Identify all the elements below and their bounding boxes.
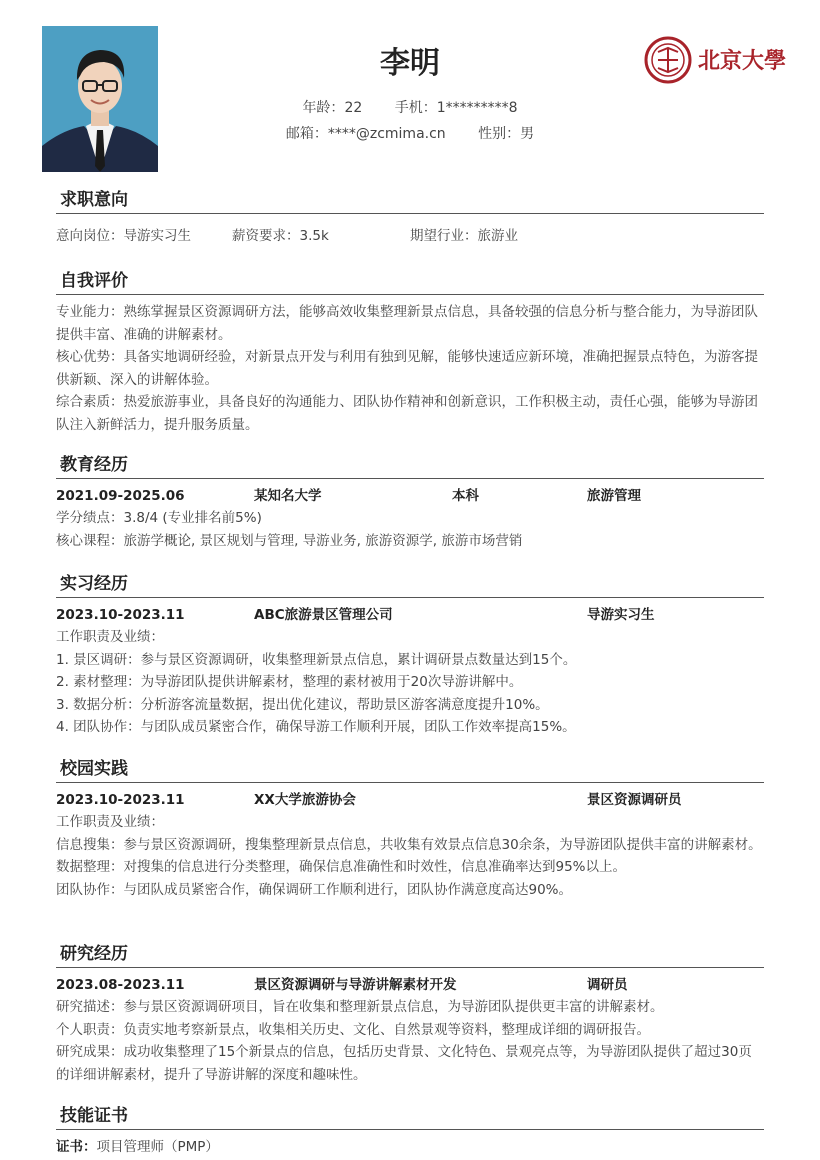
university-logo bbox=[644, 36, 794, 86]
research-body bbox=[56, 968, 764, 1086]
section-self-eval bbox=[56, 268, 764, 436]
section-title-intent: 求职意向 bbox=[56, 187, 764, 214]
campus-line: 信息搜集：参与景区资源调研，搜集整理新景点信息，共收集有效景点信息30余条，为导游团队提供丰富的讲解素材。 bbox=[56, 836, 762, 853]
internship-role: 导游实习生 bbox=[587, 607, 655, 623]
internship-line: 4. 团队协作：与团队成员紧密合作，确保导游工作顺利开展，团队工作效率提高15%。 bbox=[56, 719, 576, 735]
info-line-2 bbox=[0, 123, 820, 143]
education-period: 2021.09-2025.06 bbox=[56, 488, 185, 504]
section-skills bbox=[56, 1103, 764, 1159]
education-degree: 本科 bbox=[452, 488, 479, 504]
intent-position: 意向岗位：导游实习生 bbox=[56, 228, 191, 244]
internship-line: 1. 景区调研：参与景区资源调研，收集整理新景点信息，累计调研景点数量达到15个。 bbox=[56, 651, 577, 668]
intent-salary: 薪资要求：3.5k bbox=[232, 228, 329, 244]
internship-line: 工作职责及业绩： bbox=[56, 629, 164, 645]
age-value: 22 bbox=[344, 100, 363, 116]
campus-period: 2023.10-2023.11 bbox=[56, 792, 185, 808]
cert-value: 项目管理师（PMP） bbox=[96, 1139, 219, 1155]
section-title-internship: 实习经历 bbox=[56, 571, 764, 598]
research-header-row bbox=[56, 974, 764, 996]
internship-line: 2. 素材整理：为导游团队提供讲解素材，整理的素材被用于20次导游讲解中。 bbox=[56, 674, 523, 690]
email-value: ****@zcmima.cn bbox=[327, 126, 446, 142]
research-project: 景区资源调研与导游讲解素材开发 bbox=[254, 977, 457, 993]
campus-header-row bbox=[56, 789, 764, 811]
gender-label: 性别： bbox=[478, 126, 521, 142]
section-education bbox=[56, 452, 764, 552]
research-line: 研究描述：参与景区资源调研项目，旨在收集和整理新景点信息，为导游团队提供更丰富的讲解素材。 bbox=[56, 999, 664, 1015]
info-line-1 bbox=[0, 97, 820, 117]
internship-org: ABC旅游景区管理公司 bbox=[254, 607, 393, 623]
email-label: 邮箱： bbox=[285, 126, 328, 142]
internship-header-row bbox=[56, 604, 764, 626]
campus-line: 数据整理：对搜集的信息进行分类整理，确保信息准确性和时效性，信息准确率达到95%以上。 bbox=[56, 859, 627, 875]
education-line: 学分绩点：3.8/4 (专业排名前5%) bbox=[56, 510, 262, 526]
self-eval-body bbox=[56, 295, 764, 436]
self-eval-line: 综合素质：热爱旅游事业，具备良好的沟通能力、团队协作精神和创新意识，工作积极主动，责任心强，能够为导游团队注入新鲜活力，提升服务质量。 bbox=[56, 394, 758, 433]
campus-line: 工作职责及业绩： bbox=[56, 814, 164, 830]
research-line: 研究成果：成功收集整理了15个新景点的信息，包括历史背景、文化特色、景观亮点等，为导游团队提供了超过30页的详细讲解素材，提升了导游讲解的深度和趣味性。 bbox=[56, 1044, 752, 1083]
education-body bbox=[56, 479, 764, 552]
cert-line bbox=[56, 1136, 764, 1159]
age-label: 年龄： bbox=[302, 100, 345, 116]
skills-body bbox=[56, 1130, 764, 1159]
section-research bbox=[56, 941, 764, 1086]
section-intent bbox=[56, 187, 764, 248]
internship-period: 2023.10-2023.11 bbox=[56, 607, 185, 623]
campus-line: 团队协作：与团队成员紧密合作，确保调研工作顺利进行，团队协作满意度高达90%。 bbox=[56, 881, 573, 898]
section-campus bbox=[56, 756, 764, 901]
phone-label: 手机： bbox=[394, 100, 437, 116]
logo-text: 北京大學 bbox=[698, 48, 787, 74]
intent-industry: 期望行业：旅游业 bbox=[410, 228, 518, 244]
campus-org: XX大学旅游协会 bbox=[254, 792, 356, 808]
gender-value: 男 bbox=[520, 126, 535, 142]
section-internship bbox=[56, 571, 764, 739]
internship-body bbox=[56, 598, 764, 739]
cert-label: 证书： bbox=[56, 1139, 97, 1155]
research-role: 调研员 bbox=[587, 977, 628, 993]
intent-row bbox=[56, 214, 764, 248]
candidate-name: 李明 bbox=[380, 46, 440, 81]
education-line: 核心课程：旅游学概论, 景区规划与管理, 导游业务, 旅游资源学, 旅游市场营销 bbox=[56, 532, 523, 549]
education-major: 旅游管理 bbox=[587, 488, 641, 504]
section-title-education: 教育经历 bbox=[56, 452, 764, 479]
section-title-skills: 技能证书 bbox=[56, 1103, 764, 1130]
campus-body bbox=[56, 783, 764, 901]
section-title-research: 研究经历 bbox=[56, 941, 764, 968]
internship-line: 3. 数据分析：分析游客流量数据，提出优化建议，帮助景区游客满意度提升10%。 bbox=[56, 696, 549, 713]
research-line: 个人职责：负责实地考察新景点，收集相关历史、文化、自然景观等资料，整理成详细的调研报告。 bbox=[56, 1021, 650, 1038]
phone-value: 1*********8 bbox=[436, 100, 518, 116]
section-title-campus: 校园实践 bbox=[56, 756, 764, 783]
research-period: 2023.08-2023.11 bbox=[56, 977, 185, 993]
education-school: 某知名大学 bbox=[254, 488, 322, 504]
section-title-self-eval: 自我评价 bbox=[56, 268, 764, 295]
self-eval-line: 核心优势：具备实地调研经验，对新景点开发与利用有独到见解，能够快速适应新环境，准确把握景点特色，为游客提供新颖、深入的讲解体验。 bbox=[56, 349, 758, 388]
campus-role: 景区资源调研员 bbox=[587, 792, 682, 808]
self-eval-line: 专业能力：熟练掌握景区资源调研方法，能够高效收集整理新景点信息，具备较强的信息分析与整合能力，为导游团队提供丰富、准确的讲解素材。 bbox=[56, 304, 758, 343]
education-header-row bbox=[56, 485, 764, 507]
